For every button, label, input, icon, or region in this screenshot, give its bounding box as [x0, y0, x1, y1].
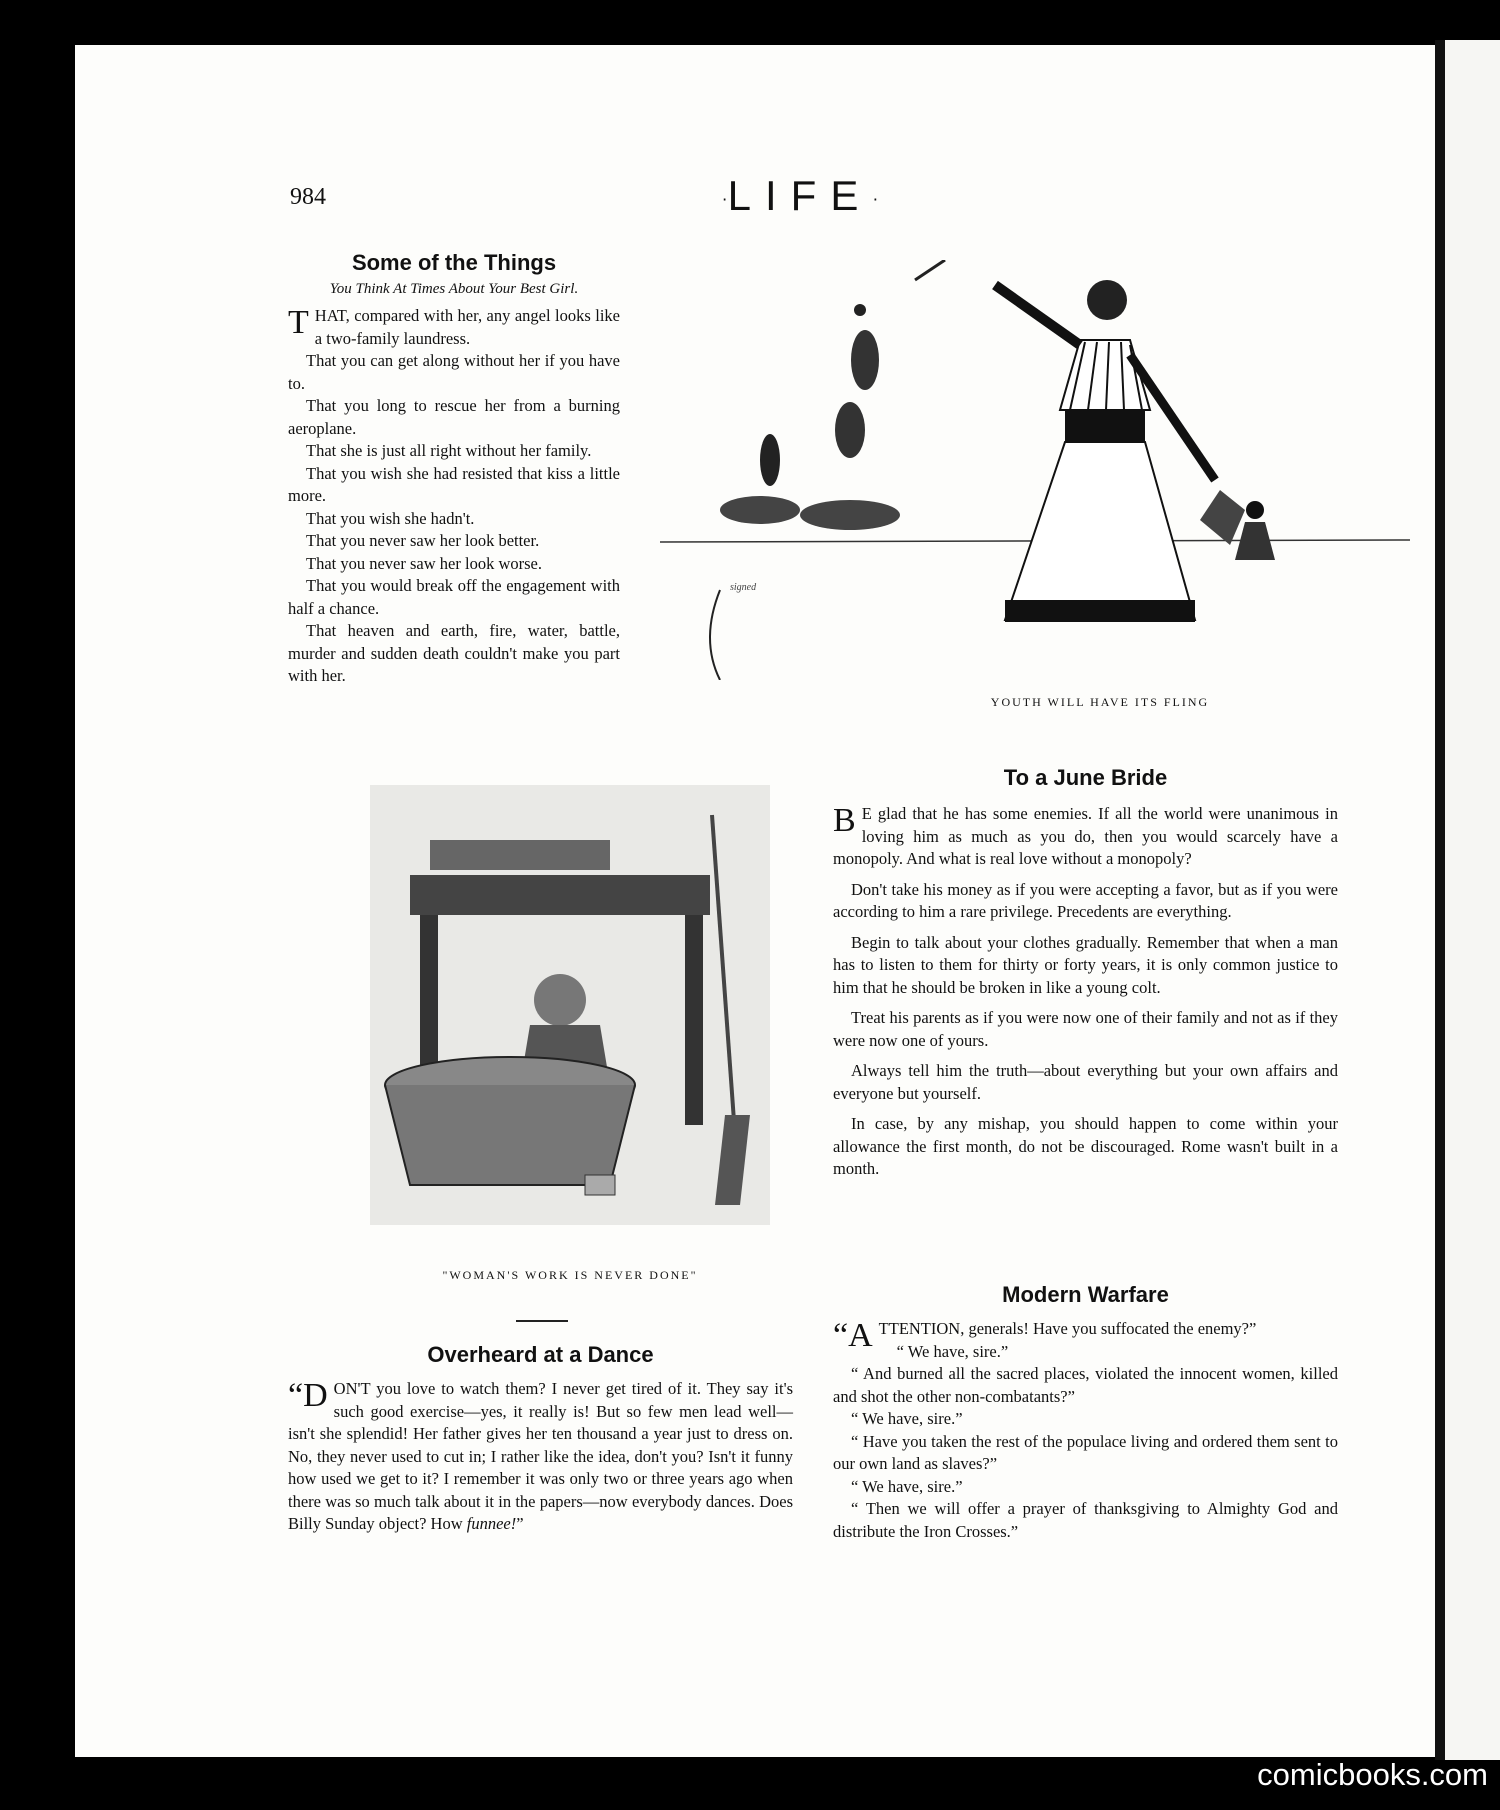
dialogue-line: “ And burned all the sacred places, violated the innocent women, killed and shot the other non-combatants?” [833, 1364, 1338, 1406]
article-paragraph: Treat his parents as if you were now one of their family and not as if they were now one of yours. [833, 1008, 1338, 1050]
list-item: That you never saw her look worse. [306, 553, 542, 573]
article-paragraph: “A TTENTION, generals! Have you suffocated the enemy?” [833, 1317, 1257, 1354]
article-paragraph: Don't take his money as if you were accepting a favor, but as if you were according to him a rare privilege. Precedents are everything. [833, 879, 1338, 921]
page-number: 984 [290, 184, 326, 210]
list-item: That you wish she hadn't. [306, 508, 475, 528]
svg-text:signed: signed [730, 582, 757, 593]
illustration-caption: "WOMAN'S WORK IS NEVER DONE" [442, 1268, 698, 1282]
masthead-title: LIFE [727, 172, 873, 219]
page-gutter [1435, 40, 1445, 1760]
dialogue-line: “ We have, sire.” [896, 1341, 1009, 1361]
drop-cap: T [288, 304, 309, 341]
article-some-of-the-things [288, 250, 620, 688]
scan-border [0, 0, 75, 1810]
watermark: comicbooks.com [1257, 1757, 1488, 1792]
article-paragraph: B E glad that he has some enemies. If all the world were unanimous in loving him as much as you do, then you would scarcely have a monopoly. And what is real love without a monopoly? [833, 802, 1338, 868]
article-paragraph: In case, by any mishap, you should happen to come within your allowance the first month, do not be discouraged. Rome wasn't built in a month. [833, 1114, 1338, 1178]
drop-cap: “A [833, 1317, 873, 1354]
dialogue-line: “ Then we will offer a prayer of thanksgiving to Almighty God and distribute the Iron Crosses.” [833, 1499, 1338, 1541]
illustration-youth-fling [660, 260, 1420, 680]
masthead: ·LIFE· [721, 172, 879, 219]
dialogue-line: “ We have, sire.” [851, 1476, 963, 1496]
article-title: Overheard at a Dance [427, 1342, 654, 1367]
list-item: That you never saw her look better. [306, 531, 540, 550]
article-to-a-june-bride [833, 765, 1338, 1181]
list-item: That heaven and earth, fire, water, battle, murder and sudden death couldn't make you part with her. [288, 621, 620, 685]
article-title: Modern Warfare [1002, 1282, 1169, 1307]
drop-cap: B [833, 802, 856, 839]
divider [516, 1320, 568, 1322]
dialogue-line: “ We have, sire.” [851, 1409, 963, 1428]
article-subtitle: You Think At Times About Your Best Girl. [329, 281, 579, 297]
article-paragraph: Always tell him the truth—about everything but your own affairs and everyone but yourself. [833, 1061, 1338, 1103]
list-item: That you long to rescue her from a burning aeroplane. [288, 396, 620, 438]
facing-page-edge [1445, 40, 1500, 1760]
article-overheard-at-a-dance [288, 1342, 793, 1536]
article-title: To a June Bride [1003, 765, 1168, 790]
article-paragraph: Begin to talk about your clothes gradually. Remember that when a man has to listen to them for thirty or forty years, it is only common justice to him that he should be broken in like a young colt. [833, 932, 1338, 997]
list-item: That you would break off the engagement with half a chance. [288, 576, 620, 618]
article-lead: THAT, compared with her, any angel looks like a two-family laundress. [288, 304, 620, 348]
article-title: Some of the Things [351, 250, 557, 275]
illustration-womans-work [340, 785, 800, 1255]
article-body: “D ON'T you love to watch them? I never get tired of it. They say it's such good exercise—yes, it really is! But so few men lead well—isn't she splendid! Her father gives her ten thousand a year just to dress on. No, they never used to cut in; I rather like the idea, don't you? Isn't it funny how used we get to it? I remember it was only two or three years ago when there was so much talk about it in the papers—now everybody dances. Does Billy Sunday object? How funnee!” [288, 1377, 793, 1533]
illustration-caption: YOUTH WILL HAVE ITS FLING [990, 695, 1210, 709]
article-modern-warfare [833, 1282, 1338, 1543]
list-item: That you wish she had resisted that kiss a little more. [288, 463, 620, 505]
dialogue-line: “ Have you taken the rest of the populace living and ordered them sent to our own land as slaves?” [833, 1431, 1338, 1473]
list-item: That you can get along without her if you have to. [288, 351, 620, 393]
list-item: That she is just all right without her family. [306, 441, 592, 460]
drop-cap: “D [288, 1377, 328, 1414]
